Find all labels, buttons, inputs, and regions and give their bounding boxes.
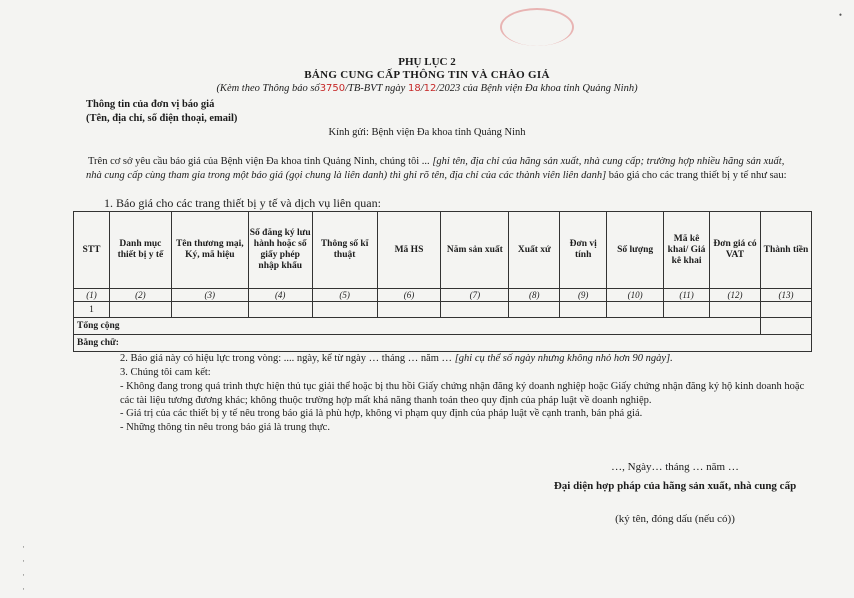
table-header-row [74,212,812,289]
table-cell [312,302,377,318]
table-row [74,302,812,318]
subtitle-slash: / [420,83,424,94]
column-number: (4) [248,289,312,302]
column-number: (5) [312,289,377,302]
table-cell [109,302,171,318]
subtitle-pre: (Kèm theo Thông báo số [216,83,320,94]
column-number-row [74,289,812,302]
addressee: Kính gửi: Bệnh viện Đa khoa tỉnh Quảng Ninh [328,127,526,138]
column-number: (6) [377,289,441,302]
scan-dots: · · · · [22,542,25,594]
header-cell: Tên thương mại, Ký, mã hiệu [171,212,248,289]
total-label: Tổng cộng [74,318,761,335]
intro-plain: Trên cơ sở yêu cầu báo giá của Bệnh viện Đa khoa tỉnh Quảng Ninh, chúng tôi ... [88,156,433,167]
table-cell [607,302,664,318]
header-cell: Danh mục thiết bị y tế [109,212,171,289]
header-cell: Mã kê khai/ Giá kê khai [664,212,710,289]
intro-tail: báo giá cho các trang thiết bị y tế như sau: [606,170,787,181]
header-cell: Số lượng [607,212,664,289]
intro-paragraph [86,155,796,183]
validity-instruction: [ghi cụ thể số ngày nhưng không nhỏ hơn 90 ngày]. [454,353,673,364]
handwritten-month: 12 [423,83,437,94]
table-cell [509,302,560,318]
section-2-validity [120,352,673,366]
commitments-list [120,380,810,434]
handwritten-number: 3750 [319,83,346,94]
header-cell: Năm sản xuất [441,212,509,289]
commitment-item: - Giá trị của các thiết bị y tế nêu trong báo giá là phù hợp, không vi phạm quy định của pháp luật về cạnh tranh, bán phá giá. [120,408,643,419]
table-cell [664,302,710,318]
section-1-heading: 1. Báo giá cho các trang thiết bị y tế và dịch vụ liên quan: [104,196,381,210]
column-number: (8) [509,289,560,302]
red-stamp-mark [500,8,574,46]
signature-representative: Đại diện hợp pháp của hãng sản xuất, nhà cung cấp [553,480,797,492]
column-number: (7) [441,289,509,302]
document-title: BẢNG CUNG CẤP THÔNG TIN VÀ CHÀO GIÁ [304,69,550,81]
corner-mark: • [838,10,842,20]
amount-in-words-label: Bằng chữ: [74,335,812,352]
appendix-label: PHỤ LỤC 2 [398,56,456,68]
column-number: (2) [109,289,171,302]
total-value [760,318,811,335]
column-number: (10) [607,289,664,302]
total-row [74,318,812,335]
table-cell [710,302,761,318]
header-cell: Đơn giá có VAT [710,212,761,289]
amount-in-words-row [74,335,812,352]
handwritten-day: 18 [407,83,421,94]
column-number: (9) [560,289,607,302]
intro-instruction: [ghi tên, địa chỉ của hãng sản xuất, nhà cung cấp; trường hợp nhiều hãng sản xuất, nhà cung cấp cùng tham gia trong một báo giá (gọi chung là liên danh) thì ghi rõ tên, địa chỉ của các thành viên liên danh] [86,156,785,181]
table-cell [560,302,607,318]
vendor-info-heading: Thông tin của đơn vị báo giá [86,99,215,110]
vendor-info-fields: (Tên, địa chỉ, số điện thoại, email) [86,113,238,124]
commitment-item: - Không đang trong quá trình thực hiện thủ tục giải thể hoặc bị thu hồi Giấy chứng nhận đăng ký doanh nghiệp hoặc Giấy chứng nhận đăng ký hộ kinh doanh hoặc các tài liệu tương đương khác; không thuộc trường hợp mất khả năng thanh toán theo quy định của pháp luật về doanh nghiệp. [120,381,805,406]
table-cell [441,302,509,318]
signature-date: …, Ngày… tháng … năm … [611,461,739,473]
signature-note: (ký tên, đóng dấu (nếu có)) [615,513,735,525]
header-cell: Xuất xứ [509,212,560,289]
subtitle-mid: /TB-BVT ngày [345,83,406,94]
header-cell: Số đăng ký lưu hành hoặc số giấy phép nhập khẩu [248,212,312,289]
subtitle-post: /2023 của Bệnh viện Đa khoa tỉnh Quảng Ninh) [436,83,638,94]
table-cell [760,302,811,318]
header-cell: Mã HS [377,212,441,289]
column-number: (1) [74,289,110,302]
table-cell [171,302,248,318]
validity-text: 2. Báo giá này có hiệu lực trong vòng: .... ngày, kể từ ngày … tháng … năm … [120,353,455,364]
column-number: (13) [760,289,811,302]
header-cell: Đơn vị tính [560,212,607,289]
table-cell [248,302,312,318]
row-stt: 1 [74,302,110,318]
column-number: (12) [710,289,761,302]
table-cell [377,302,441,318]
header-cell: Thông số kĩ thuật [312,212,377,289]
section-3-heading: 3. Chúng tôi cam kết: [120,367,211,378]
commitment-item: - Những thông tin nêu trong báo giá là trung thực. [120,421,330,433]
document-subtitle [0,83,854,94]
header-cell: STT [74,212,110,289]
header-cell: Thành tiền [760,212,811,289]
column-number: (3) [171,289,248,302]
column-number: (11) [664,289,710,302]
quotation-table [73,211,812,352]
